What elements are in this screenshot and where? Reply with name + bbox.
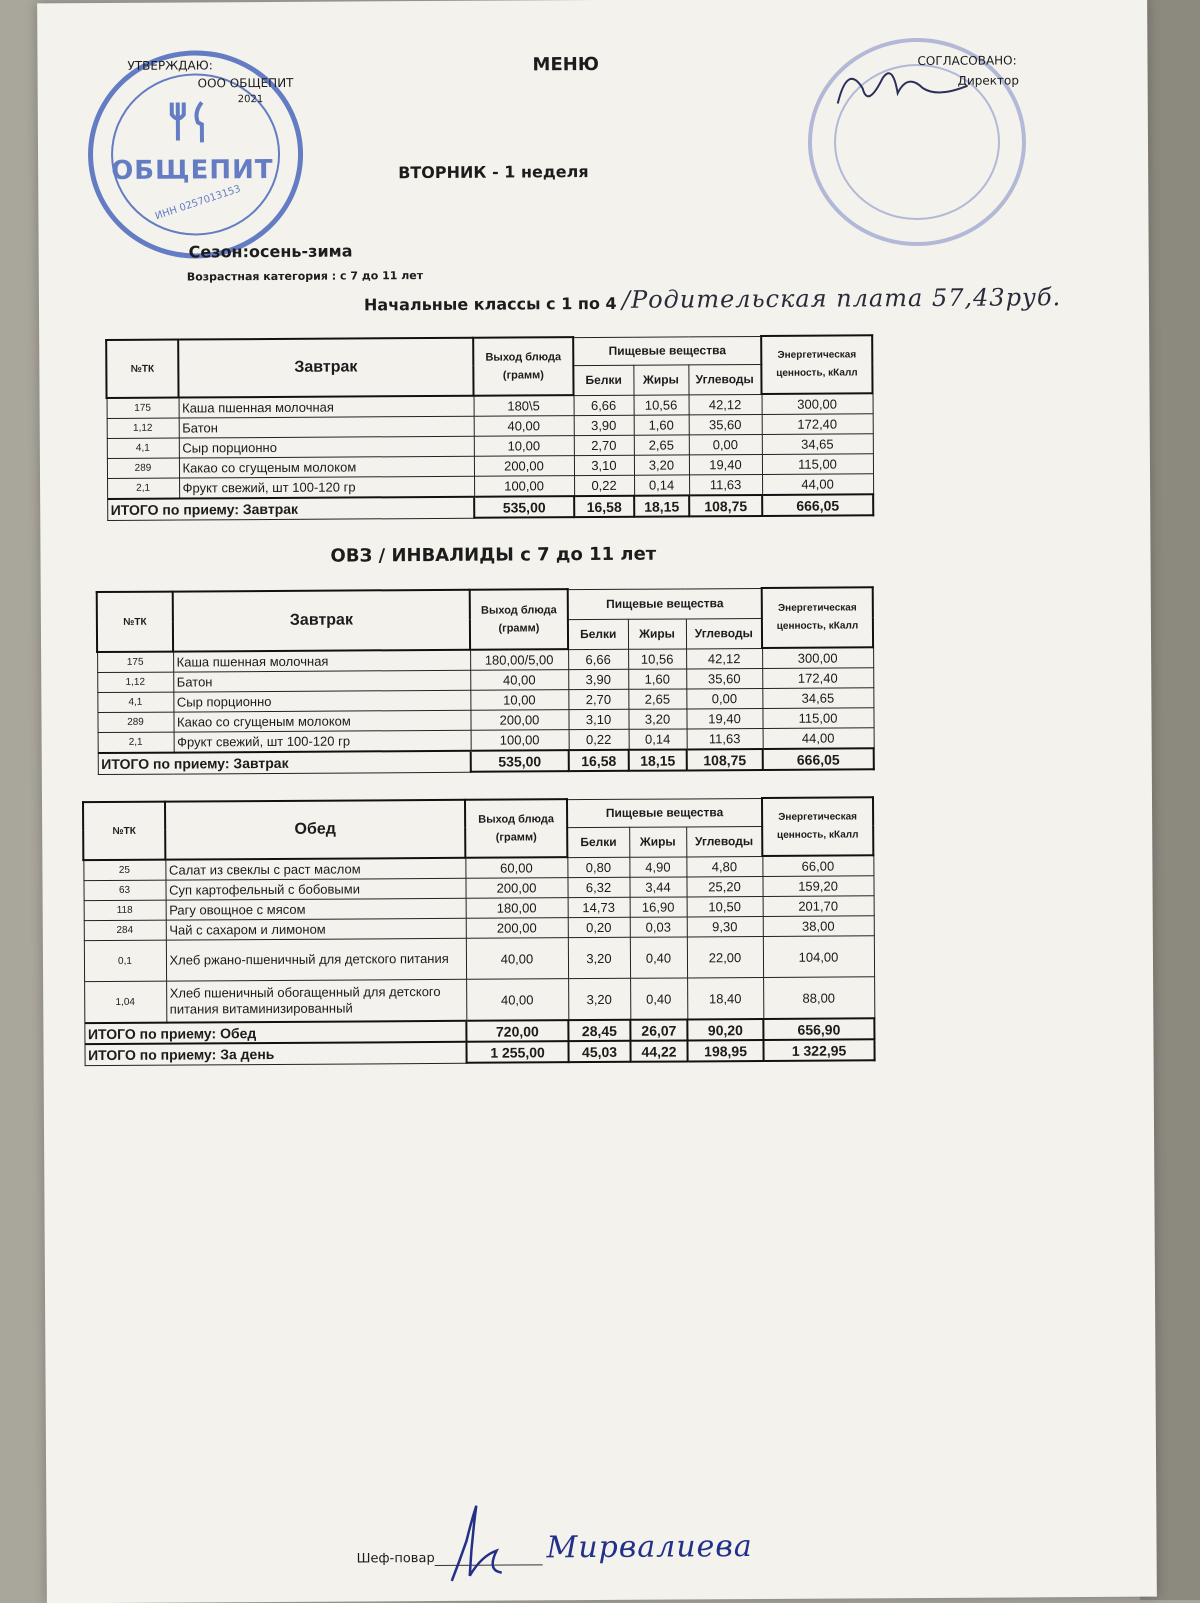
col-nutrients: Пищевые вещества [568, 588, 762, 619]
total-fats: 18,15 [634, 495, 689, 516]
cell-carbs: 4,80 [686, 856, 762, 877]
col-fats: Жиры [628, 618, 686, 648]
col-output: Выход блюда (грамм) [473, 337, 573, 396]
cell-proteins: 0,20 [568, 917, 630, 937]
total-carbs: 108,75 [689, 495, 762, 516]
total-label: ИТОГО по приему: Обед [84, 1021, 466, 1044]
cell-proteins: 3,10 [568, 709, 628, 729]
cell-ntk: 175 [107, 398, 179, 419]
cell-dish-name: Каша пшенная молочная [179, 396, 474, 418]
cell-ntk: 284 [84, 920, 166, 941]
cell-dish-name: Фрукт свежий, шт 100-120 гр [179, 476, 474, 498]
total-label: ИТОГО по приему: За день [84, 1042, 466, 1065]
cell-carbs: 42,12 [686, 648, 762, 669]
cell-ntk: 25 [83, 860, 165, 881]
cell-proteins: 3,90 [574, 415, 634, 435]
cell-fats: 2,65 [634, 435, 689, 455]
cell-proteins: 0,22 [574, 475, 634, 496]
cell-energy: 201,70 [763, 896, 874, 917]
age-category: Возрастная категория : с 7 до 11 лет [186, 269, 424, 284]
chef-signature: Мирвалиева [546, 1529, 753, 1566]
cell-dish-name: Суп картофельный с бобовыми [165, 878, 465, 900]
cell-output: 40,00 [466, 938, 568, 980]
col-fats: Жиры [633, 364, 688, 394]
cell-energy: 34,65 [762, 688, 873, 709]
approve-year: 2021 [237, 94, 264, 106]
cell-output: 40,00 [470, 670, 568, 691]
classes-title: Начальные классы с 1 по 4 [363, 293, 617, 315]
cell-output: 200,00 [466, 918, 568, 939]
total-output: 720,00 [466, 1020, 568, 1042]
cell-energy: 66,00 [762, 855, 873, 876]
col-energy: Энергетическая ценность, кКалл [762, 587, 873, 648]
cell-proteins: 0,22 [569, 729, 629, 750]
cell-output: 200,00 [474, 456, 574, 477]
col-output: Выход блюда (грамм) [465, 799, 567, 858]
col-output: Выход блюда (грамм) [470, 589, 568, 650]
cell-carbs: 10,50 [687, 896, 763, 916]
cutlery-icon [168, 100, 218, 145]
cell-ntk: 1,04 [84, 981, 166, 1023]
cell-proteins: 2,70 [574, 435, 634, 455]
cell-fats: 3,20 [634, 455, 689, 475]
cell-fats: 1,60 [634, 415, 689, 435]
total-proteins: 16,58 [569, 750, 629, 771]
cell-fats: 10,56 [628, 648, 686, 669]
director-signature [827, 58, 977, 129]
cell-output: 40,00 [474, 416, 574, 437]
cell-carbs: 0,00 [686, 688, 762, 708]
cell-proteins: 3,20 [568, 978, 630, 1020]
total-proteins: 16,58 [574, 496, 634, 517]
cell-proteins: 6,66 [574, 395, 634, 416]
breakfast-table-ovz [96, 586, 875, 775]
total-label: ИТОГО по приему: Завтрак [107, 497, 474, 520]
cell-dish-name: Чай с сахаром и лимоном [166, 918, 466, 940]
cell-output: 180\5 [474, 395, 574, 416]
cell-dish-name: Каша пшенная молочная [173, 650, 470, 672]
cell-proteins: 3,20 [568, 937, 630, 978]
col-meal: Обед [165, 800, 465, 860]
cell-dish-name: Хлеб пшеничный обогащенный для детского питания витаминизированный [166, 979, 466, 1022]
table-row [84, 936, 874, 982]
menu-document [37, 0, 1157, 1603]
total-energy: 666,05 [763, 748, 874, 770]
col-energy: Энергетическая ценность, кКалл [761, 335, 872, 394]
breakfast-table-primary [105, 334, 874, 521]
cell-output: 200,00 [470, 710, 568, 731]
cell-proteins: 0,80 [567, 857, 629, 878]
total-fats: 44,22 [630, 1040, 687, 1061]
stamp-name: ОБЩЕПИТ [111, 154, 274, 186]
total-output: 535,00 [474, 496, 574, 518]
cell-fats: 3,20 [628, 709, 686, 729]
agreed-label: СОГЛАСОВАНО: [917, 53, 1017, 69]
parent-fee-handwritten: /Родительская плата 57,43руб. [621, 283, 1062, 314]
cell-ntk: 175 [97, 652, 173, 673]
total-energy: 1 322,95 [764, 1039, 875, 1061]
cell-ntk: 289 [107, 458, 179, 478]
total-energy: 656,90 [763, 1018, 874, 1040]
cell-output: 10,00 [470, 690, 568, 711]
cell-dish-name: Какао со сгущеным молоком [173, 710, 470, 732]
cell-energy: 34,65 [762, 434, 873, 455]
cell-ntk: 2,1 [107, 478, 179, 499]
cell-ntk: 4,1 [107, 438, 179, 458]
cell-energy: 172,40 [762, 414, 873, 435]
cell-dish-name: Хлеб ржано-пшеничный для детского питания [166, 938, 466, 981]
meal-total-row [98, 748, 874, 774]
total-proteins: 28,45 [568, 1020, 630, 1041]
cell-proteins: 6,32 [567, 877, 629, 897]
cell-energy: 88,00 [763, 977, 874, 1019]
total-proteins: 45,03 [568, 1041, 630, 1062]
total-label: ИТОГО по приему: Завтрак [98, 751, 471, 774]
cell-output: 100,00 [471, 730, 569, 751]
col-carbs: Углеводы [686, 618, 762, 648]
cell-dish-name: Рагу овощное с мясом [166, 898, 466, 920]
day-total-row [84, 1039, 874, 1065]
cell-fats: 16,90 [630, 897, 687, 917]
total-carbs: 108,75 [687, 749, 763, 770]
day-title: ВТОРНИК - 1 неделя [398, 162, 589, 183]
cell-proteins: 2,70 [568, 689, 628, 709]
cell-dish-name: Салат из свеклы с раст маслом [165, 858, 465, 880]
col-proteins: Белки [573, 365, 633, 395]
cell-fats: 10,56 [634, 394, 689, 415]
total-fats: 26,07 [630, 1019, 687, 1040]
cell-ntk: 118 [84, 900, 166, 921]
page-title: МЕНЮ [532, 53, 599, 76]
cell-output: 40,00 [466, 979, 568, 1021]
cell-fats: 3,44 [629, 877, 686, 897]
cell-dish-name: Какао со сгущеным молоком [179, 456, 474, 478]
cell-output: 60,00 [465, 857, 567, 878]
total-fats: 18,15 [629, 749, 687, 770]
col-carbs: Углеводы [686, 826, 762, 856]
cell-carbs: 11,63 [689, 474, 762, 495]
cell-fats: 2,65 [628, 689, 686, 709]
cell-ntk: 1,12 [107, 418, 179, 438]
cell-fats: 1,60 [628, 669, 686, 689]
season: Сезон:осень-зима [188, 241, 353, 262]
cell-energy: 44,00 [763, 728, 874, 749]
cell-carbs: 19,40 [686, 708, 762, 728]
cell-dish-name: Батон [179, 416, 474, 438]
col-proteins: Белки [567, 827, 629, 857]
cell-carbs: 22,00 [687, 936, 763, 977]
total-carbs: 90,20 [687, 1019, 763, 1040]
cell-dish-name: Сыр порционно [179, 436, 474, 458]
approve-label: УТВЕРЖДАЮ: [127, 58, 213, 73]
cell-ntk: 2,1 [98, 732, 174, 753]
cell-proteins: 6,66 [568, 649, 628, 670]
col-ntk: №ТК [106, 340, 178, 398]
cell-fats: 0,14 [629, 729, 687, 750]
cell-carbs: 19,40 [689, 454, 762, 474]
cell-carbs: 0,00 [689, 434, 762, 454]
cell-carbs: 35,60 [686, 668, 762, 688]
col-ntk: №ТК [83, 802, 165, 860]
cell-output: 180,00 [466, 898, 568, 919]
cell-energy: 104,00 [763, 936, 874, 978]
total-energy: 666,05 [762, 494, 873, 516]
cell-proteins: 14,73 [568, 897, 630, 917]
cell-ntk: 4,1 [97, 692, 173, 712]
col-meal: Завтрак [173, 590, 470, 652]
cell-ntk: 63 [83, 880, 165, 901]
lunch-table-ovz [82, 796, 876, 1066]
cell-ntk: 1,12 [97, 672, 173, 692]
cell-proteins: 3,10 [574, 455, 634, 475]
stamp-inn: ИНН 0257013153 [153, 183, 243, 223]
cell-energy: 300,00 [762, 647, 873, 668]
cell-fats: 0,40 [630, 937, 687, 978]
cell-energy: 44,00 [762, 474, 873, 495]
cell-dish-name: Сыр порционно [173, 690, 470, 712]
cell-proteins: 3,90 [568, 669, 628, 689]
cell-energy: 159,20 [763, 876, 874, 897]
cell-fats: 4,90 [629, 856, 686, 877]
cell-energy: 115,00 [762, 708, 873, 729]
col-nutrients: Пищевые вещества [573, 336, 761, 365]
cell-energy: 300,00 [762, 393, 873, 414]
col-carbs: Углеводы [688, 364, 761, 394]
cell-output: 180,00/5,00 [470, 649, 568, 670]
col-nutrients: Пищевые вещества [567, 798, 762, 827]
cell-dish-name: Батон [173, 670, 470, 692]
col-proteins: Белки [568, 619, 628, 649]
cell-ntk: 0,1 [84, 940, 166, 982]
table-row [84, 977, 874, 1023]
total-output: 1 255,00 [466, 1041, 568, 1063]
cell-output: 10,00 [474, 436, 574, 457]
cell-energy: 172,40 [762, 668, 873, 689]
cell-carbs: 11,63 [687, 728, 763, 749]
agreed-role: Директор [957, 73, 1020, 88]
cell-output: 100,00 [474, 476, 574, 497]
cell-energy: 115,00 [762, 454, 873, 475]
cell-fats: 0,03 [630, 917, 687, 937]
col-meal: Завтрак [178, 338, 473, 398]
cell-carbs: 42,12 [689, 394, 762, 415]
col-fats: Жиры [629, 826, 686, 856]
approve-org: ООО ОБЩЕПИТ [197, 75, 294, 91]
cell-energy: 38,00 [763, 916, 874, 937]
cell-fats: 0,40 [630, 978, 687, 1020]
cell-ntk: 289 [97, 712, 173, 732]
cell-carbs: 9,30 [687, 916, 763, 936]
chef-label: Шеф-повар [356, 1551, 435, 1567]
cell-dish-name: Фрукт свежий, шт 100-120 гр [174, 730, 471, 752]
col-ntk: №ТК [97, 592, 173, 652]
col-energy: Энергетическая ценность, кКалл [762, 797, 873, 856]
cell-carbs: 35,60 [689, 414, 762, 434]
cell-carbs: 25,20 [686, 876, 762, 896]
cell-carbs: 18,40 [687, 977, 763, 1019]
total-carbs: 198,95 [687, 1040, 763, 1061]
section2-title: ОВЗ / ИНВАЛИДЫ с 7 до 11 лет [330, 543, 657, 567]
meal-total-row [107, 494, 873, 520]
total-output: 535,00 [471, 750, 569, 772]
cell-fats: 0,14 [634, 475, 689, 496]
chef-signature-mark [441, 1501, 512, 1591]
cell-output: 200,00 [465, 878, 567, 899]
